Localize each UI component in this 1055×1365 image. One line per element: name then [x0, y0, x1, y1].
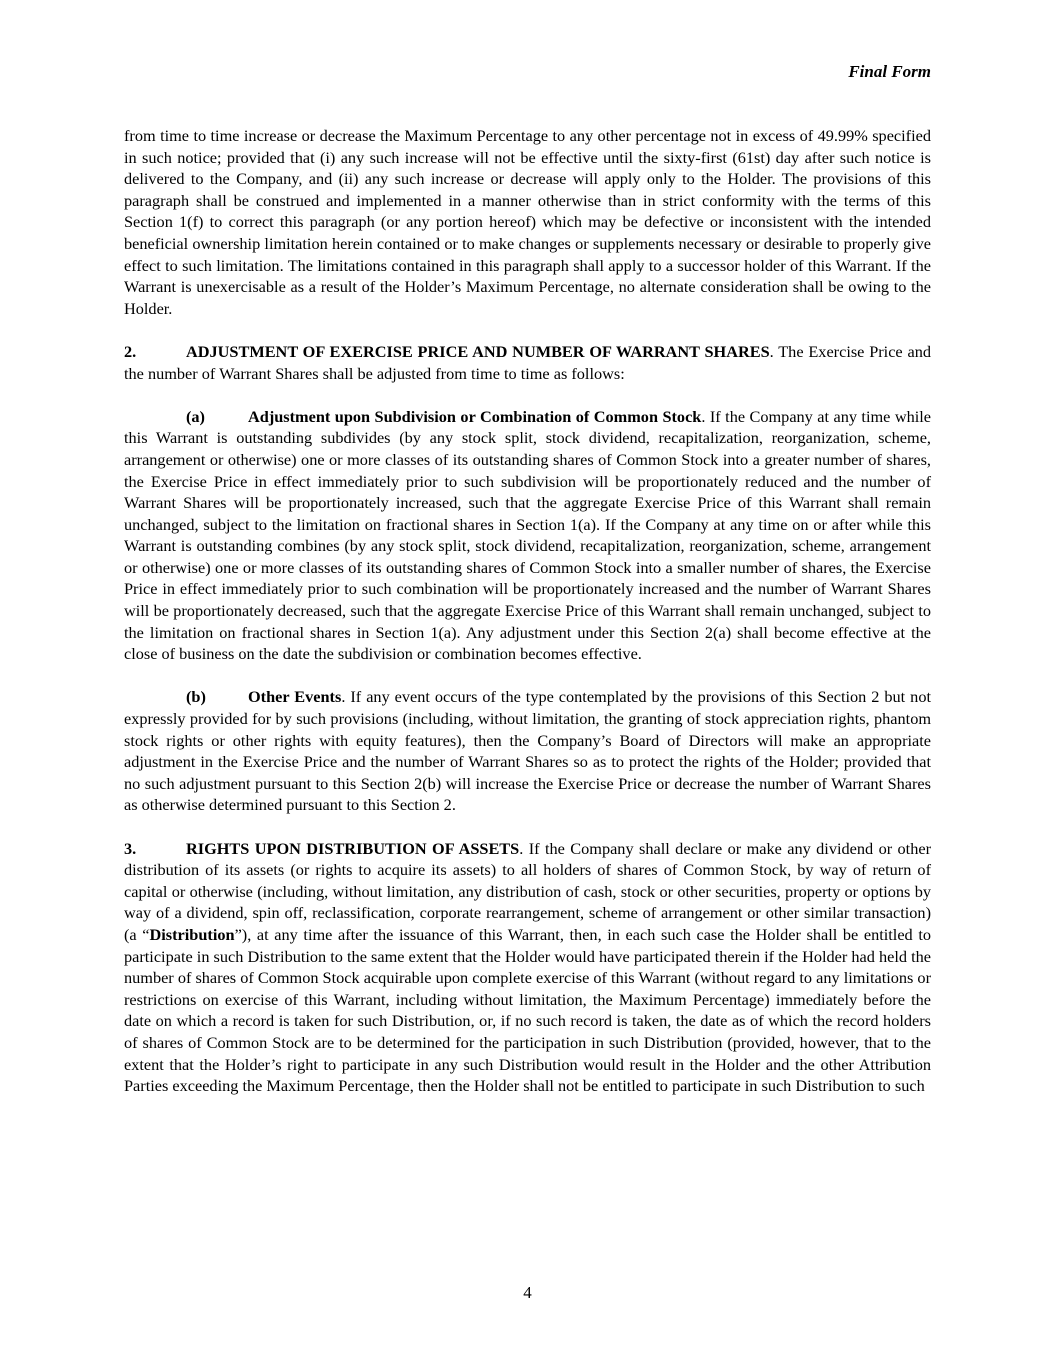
section-2b-text: . If any event occurs of the type contemplated by the provisions of this Section 2 but not expressly provided for by such provisions (including, without limitation, the granting of stock appreciation rights, phantom stock rights or other rights with equity features), then the Company’s Board of Directors will make an appropriate adjustment in the Exercise Price and the number of Warrant Shares so as to protect the rights of the Holder; provided that no such adjustment pursuant to this Section 2(b) will increase the Exercise Price or decrease the number of Warrant Shares as otherwise determined pursuant to this Section 2.: [124, 687, 931, 815]
section-3-number: 3.: [124, 838, 137, 858]
section-3-heading: RIGHTS UPON DISTRIBUTION OF ASSETS: [186, 838, 520, 858]
section-2b-heading: Other Events: [248, 687, 342, 707]
section-2a-heading: Adjustment upon Subdivision or Combination of Common Stock: [248, 406, 702, 426]
section-2-paragraph: [124, 341, 931, 384]
section-3-paragraph: [124, 838, 931, 1097]
section-2b-paragraph: [124, 686, 931, 816]
document-header-final-form: Final Form: [848, 62, 931, 81]
section-2-number: 2.: [124, 341, 137, 361]
page-number: 4: [523, 1283, 532, 1302]
section-3-text-after: ”), at any time after the issuance of this Warrant, then, in each such case the Holder shall be entitled to participate in such Distribution to the same extent that the Holder would have participated therein if the Holder had held the number of shares of Common Stock acquirable upon complete exercise of this Warrant (without regard to any limitations or restrictions on exercise of this Warrant, including without limitation, the Maximum Percentage) immediately before the date on which a record is taken for such Distribution, or, if no such record is taken, the date as of which the record holders of shares of Common Stock are to be determined for the participation in such Distribution (provided, however, that to the extent that the Holder’s right to participate in any such Distribution would result in the Holder and the other Attribution Parties exceeding the Maximum Percentage, then the Holder shall not be entitled to participate in such Distribution to such: [124, 924, 931, 1096]
section-2b-number: (b): [186, 687, 206, 707]
section-2a-paragraph: [124, 406, 931, 665]
section-2a-number: (a): [186, 406, 205, 426]
section-2a-text: . If the Company at any time while this Warrant is outstanding subdivides (by any stock split, stock dividend, recapitalization, reorganization, scheme, arrangement or otherwise) one or more classes of its outstanding shares of Common Stock into a greater number of shares, the Exercise Price in effect immediately prior to such subdivision will be proportionately reduced and the number of Warrant Shares will be proportionately increased, such that the aggregate Exercise Price of this Warrant shall remain unchanged, subject to the limitation on fractional shares in Section 1(a). If the Company at any time on or after while this Warrant is outstanding combines (by any stock split, stock dividend, recapitalization, reorganization, scheme, arrangement or otherwise) one or more classes of its outstanding shares of Common Stock into a smaller number of shares, the Exercise Price in effect immediately prior to such combination will be proportionately increased and the number of Warrant Shares will be proportionately decreased, such that the aggregate Exercise Price of this Warrant shall remain unchanged, subject to the limitation on fractional shares in Section 1(a). Any adjustment under this Section 2(a) shall become effective at the close of business on the date the subdivision or combination becomes effective.: [124, 406, 931, 664]
document-body: [124, 125, 931, 1118]
section-2-text: . The Exercise Price and the number of Warrant Shares shall be adjusted from time to time as follows:: [124, 341, 931, 383]
section-2-heading: ADJUSTMENT OF EXERCISE PRICE AND NUMBER OF WARRANT SHARES: [186, 341, 770, 361]
paragraph-continuation-1f: from time to time increase or decrease the Maximum Percentage to any other percentage not in excess of 49.99% specified in such notice; provided that (i) any such increase will not be effective until the sixty-first (61st) day after such notice is delivered to the Company, and (ii) any such increase or decrease will apply only to the Holder. The provisions of this paragraph shall be construed and implemented in a manner otherwise than in strict conformity with the terms of this Section 1(f) to correct this paragraph (or any portion hereof) which may be defective or inconsistent with the intended beneficial ownership limitation herein contained or to make changes or supplements necessary or desirable to properly give effect to such limitation. The limitations contained in this paragraph shall apply to a successor holder of this Warrant. If the Warrant is unexercisable as a result of the Holder’s Maximum Percentage, no alternate consideration shall be owing to the Holder.: [124, 126, 931, 318]
section-3-defined-term: Distribution: [149, 924, 235, 944]
section-3-text-before: . If the Company shall declare or make any dividend or other distribution of its assets (or rights to acquire its assets) to all holders of shares of Common Stock, by way of return of capital or otherwise (including, without limitation, any distribution of cash, stock or other securities, property or options by way of a dividend, spin off, reclassification, corporate rearrangement, scheme of arrangement or other similar transaction) (a “: [124, 838, 931, 944]
